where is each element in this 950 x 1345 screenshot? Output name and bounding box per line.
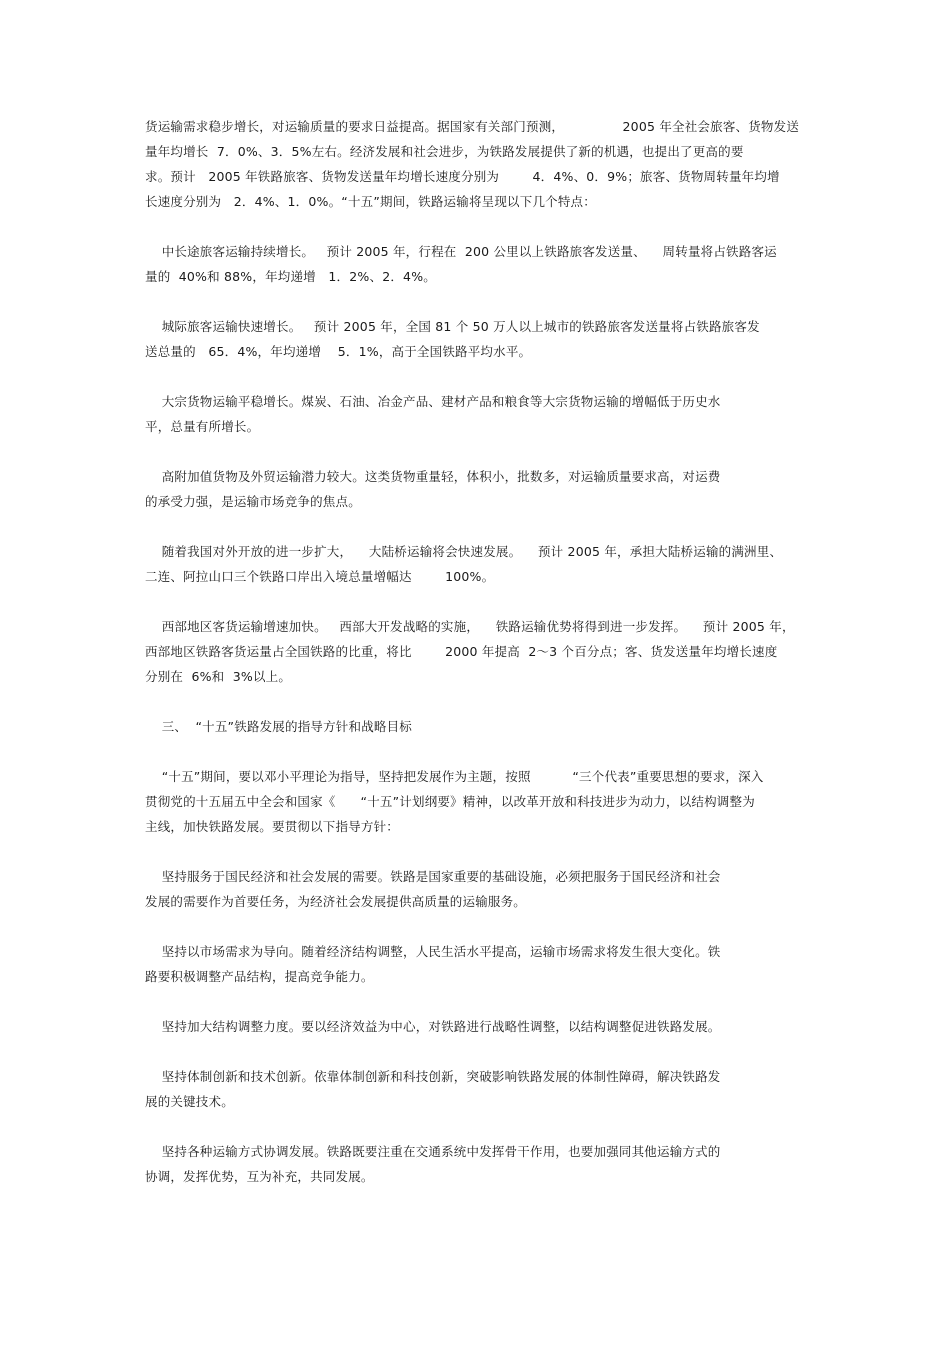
paragraph-2-line-1: 送总量的 65．4%，年均递增 5．1%，高于全国铁路平均水平。	[145, 344, 532, 359]
paragraph-4-line-0: 高附加值货物及外贸运输潜力较大。这类货物重量轻，体积小，批数多，对运输质量要求高，对运费	[145, 469, 721, 484]
paragraph-5-line-0: 随着我国对外开放的进一步扩大， 大陆桥运输将会快速发展。 预计 2005 年，承担大陆桥运输的满洲里、	[145, 544, 783, 559]
paragraph-1-line-1: 量的 40%和 88%，年均递增 1．2%、2．4%。	[145, 269, 436, 284]
section-heading: 三、 “十五”铁路发展的指导方针和战略目标	[145, 719, 412, 734]
paragraph-1-line-0: 中长途旅客运输持续增长。 预计 2005 年，行程在 200 公里以上铁路旅客发送量、 周转量将占铁路客运	[145, 244, 777, 259]
paragraph-10-line-1: 路要积极调整产品结构，提高竞争能力。	[145, 969, 374, 984]
paragraph-4-line-1: 的承受力强，是运输市场竞争的焦点。	[145, 494, 361, 509]
paragraph-0-line-1: 量年均增长 7．0%、3．5%左右。经济发展和社会进步，为铁路发展提供了新的机遇，也提出了更高的要	[145, 144, 744, 159]
paragraph-8-line-0: “十五”期间，要以邓小平理论为指导，坚持把发展作为主题，按照 “三个代表”重要思想的要求，深入	[145, 769, 764, 784]
paragraph-12-line-1: 展的关键技术。	[145, 1094, 234, 1109]
paragraph-5-line-1: 二连、阿拉山口三个铁路口岸出入境总量增幅达 100%。	[145, 569, 495, 584]
paragraph-3-line-1: 平，总量有所增长。	[145, 419, 260, 434]
paragraph-0-line-3: 长速度分别为 2．4%、1．0%。“十五”期间，铁路运输将呈现以下几个特点：	[145, 194, 596, 209]
paragraph-0-line-2: 求。预计 2005 年铁路旅客、货物发送量年均增长速度分别为 4．4%、0．9%；旅客、货物周转量年均增	[145, 169, 780, 184]
paragraph-6-line-0: 西部地区客货运输增速加快。 西部大开发战略的实施， 铁路运输优势将得到进一步发挥。 预计 2005 年，	[145, 619, 795, 634]
paragraph-0-line-0: 货运输需求稳步增长，对运输质量的要求日益提高。据国家有关部门预测， 2005 年全社会旅客、货物发送	[145, 119, 800, 134]
paragraph-3-line-0: 大宗货物运输平稳增长。煤炭、石油、冶金产品、建材产品和粮食等大宗货物运输的增幅低于历史水	[145, 394, 721, 409]
paragraph-2-line-0: 城际旅客运输快速增长。 预计 2005 年，全国 81 个 50 万人以上城市的铁路旅客发送量将占铁路旅客发	[145, 319, 760, 334]
paragraph-9-line-0: 坚持服务于国民经济和社会发展的需要。铁路是国家重要的基础设施，必须把服务于国民经济和社会	[145, 869, 721, 884]
paragraph-10-line-0: 坚持以市场需求为导向。随着经济结构调整，人民生活水平提高，运输市场需求将发生很大变化。铁	[145, 944, 721, 959]
paragraph-8-line-2: 主线，加快铁路发展。要贯彻以下指导方针：	[145, 819, 400, 834]
paragraph-12-line-0: 坚持体制创新和技术创新。依靠体制创新和科技创新，突破影响铁路发展的体制性障碍，解决铁路发	[145, 1069, 721, 1084]
paragraph-9-line-1: 发展的需要作为首要任务，为经济社会发展提供高质量的运输服务。	[145, 894, 527, 909]
paragraph-13-line-0: 坚持各种运输方式协调发展。铁路既要注重在交通系统中发挥骨干作用，也要加强同其他运输方式的	[145, 1144, 721, 1159]
paragraph-13-line-1: 协调，发挥优势，互为补充，共同发展。	[145, 1169, 374, 1184]
paragraph-8-line-1: 贯彻党的十五届五中全会和国家《 “十五”计划纲要》精神，以改革开放和科技进步为动力，以结构调整为	[145, 794, 755, 809]
paragraph-6-line-2: 分别在 6%和 3%以上。	[145, 669, 292, 684]
paragraph-6-line-1: 西部地区铁路客货运量占全国铁路的比重，将比 2000 年提高 2～3 个百分点；客、货发送量年均增长速度	[145, 644, 778, 659]
paragraph-11-line-0: 坚持加大结构调整力度。要以经济效益为中心，对铁路进行战略性调整，以结构调整促进铁路发展。	[145, 1019, 721, 1034]
